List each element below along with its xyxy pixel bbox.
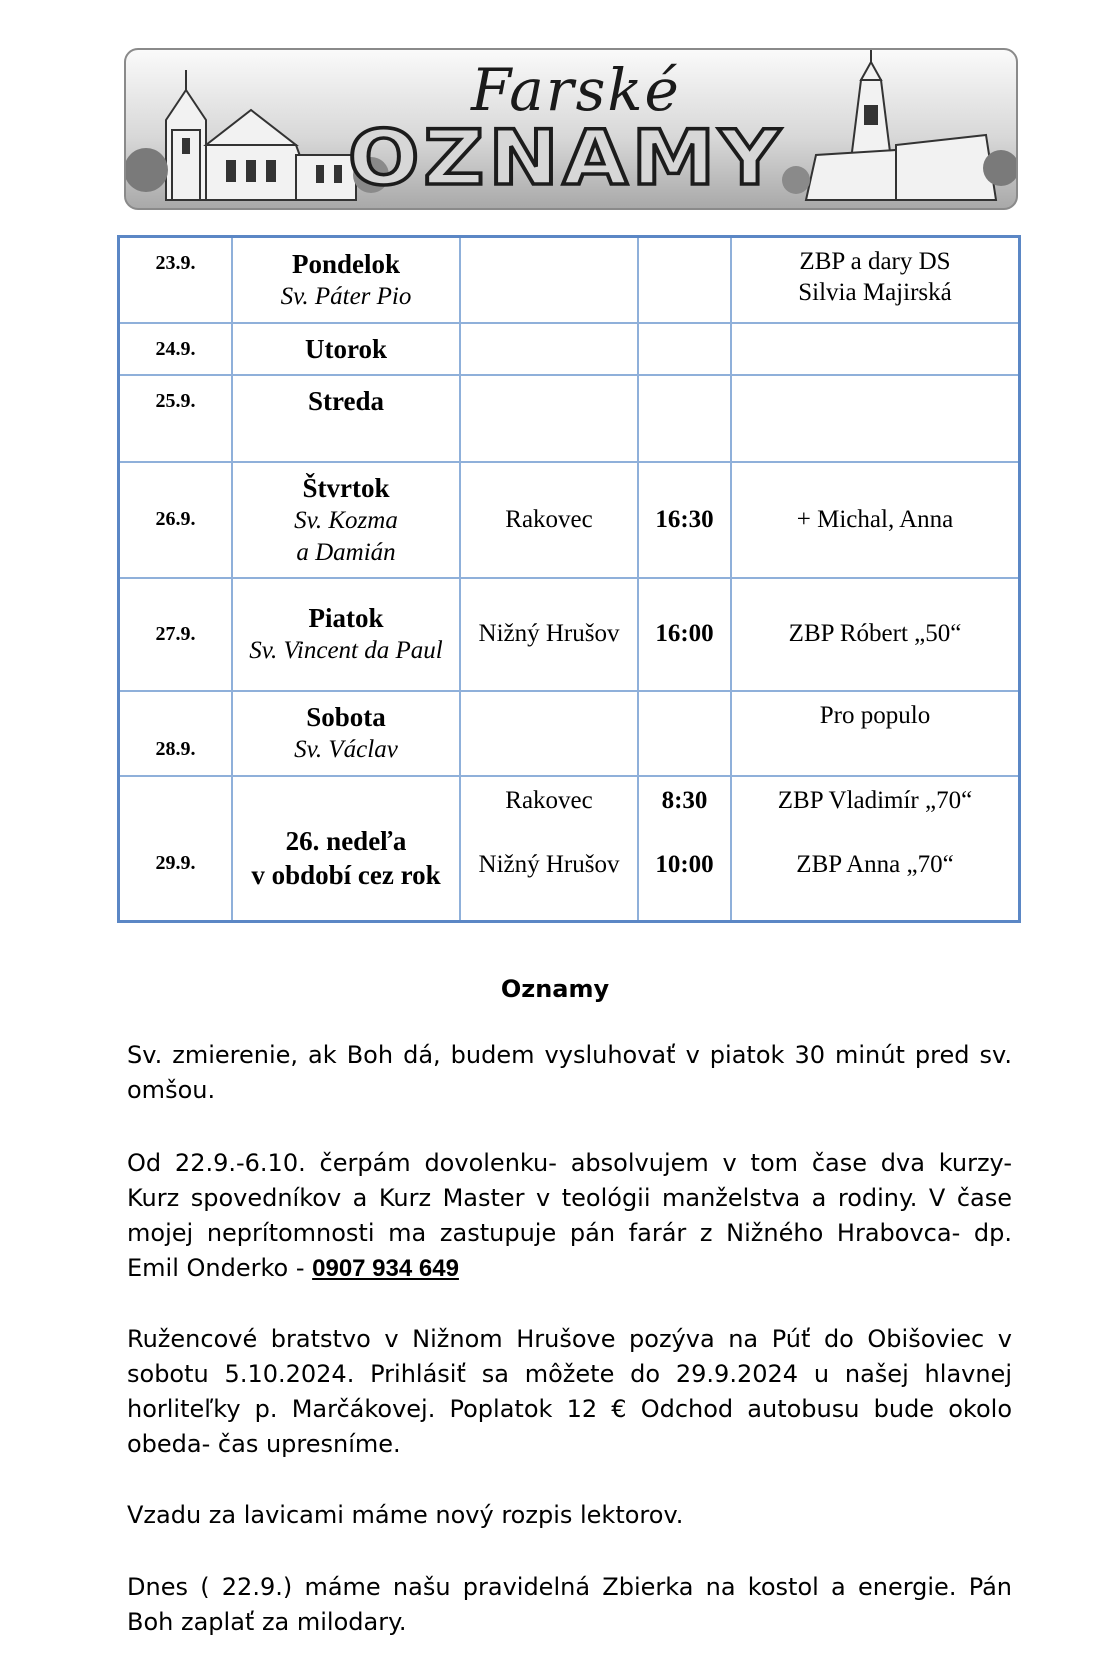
table-row bbox=[119, 237, 1020, 323]
table-row bbox=[119, 691, 1020, 776]
place-cell: Rakovec bbox=[460, 462, 638, 578]
intention: ZBP Róbert „50“ bbox=[731, 578, 1020, 691]
day-name: Utorok bbox=[304, 333, 387, 364]
intention: + Michal, Anna bbox=[731, 462, 1020, 578]
banner-title-main: OZNAMY bbox=[348, 114, 785, 203]
day-name: Pondelok bbox=[291, 248, 401, 279]
place-cell: Rakovec bbox=[505, 786, 593, 814]
announcement-paragraph: Sv. zmierenie, ak Boh dá, budem vysluhovať v piatok 30 minút pred sv. omšou. bbox=[127, 1041, 1012, 1104]
table-row bbox=[119, 776, 1020, 922]
saint-name: Sv. Vincent da Paul bbox=[249, 637, 443, 664]
banner-title-script: Farské bbox=[471, 56, 681, 124]
time-cell: 10:00 bbox=[655, 850, 714, 878]
table-row bbox=[119, 462, 1020, 578]
table-row bbox=[119, 578, 1020, 691]
time-cell bbox=[638, 237, 731, 323]
place-cell: Nižný Hrušov bbox=[478, 850, 620, 878]
date-cell: 26.9. bbox=[119, 462, 233, 578]
mass-schedule-table bbox=[117, 235, 1021, 923]
table-row bbox=[119, 323, 1020, 375]
saint-name: Sv. Páter Pio bbox=[280, 282, 412, 310]
date-cell: 29.9. bbox=[119, 776, 233, 922]
header-banner bbox=[124, 48, 1018, 210]
intention: ZBP Vladimír „70“ bbox=[777, 786, 973, 814]
intention: Silvia Majirská bbox=[798, 279, 952, 306]
saint-name: a Damián bbox=[296, 538, 396, 566]
announcement-text: Od 22.9.-6.10. čerpám dovolenku- absolvujem v tom čase dva kurzy- Kurz spovedníkov a Kurz Master v teológii manželstva a rodiny. V čase mojej neprítomnosti ma zastupuje pán farár z Nižného Hrabovca- dp. Emil Onderko - bbox=[127, 1149, 1012, 1282]
announcement-paragraph: Ružencové bratstvo v Nižnom Hrušove pozýva na Púť do Obišoviec v sobotu 5.10.2024. Prihlásiť sa môžete do 29.9.2024 u našej hlavnej horliteľky p. Marčákovej. Poplatok 12 € Odchod autobusu bude okolo obeda- čas upresníme. bbox=[127, 1325, 1012, 1458]
saint-name: Sv. Václav bbox=[294, 736, 398, 763]
date-cell: 28.9. bbox=[119, 691, 233, 776]
day-name: v období cez rok bbox=[251, 860, 441, 891]
time-cell: 16:30 bbox=[638, 462, 731, 578]
announcements-title: Oznamy bbox=[500, 975, 610, 1003]
date-cell: 25.9. bbox=[119, 375, 233, 462]
date-cell: 27.9. bbox=[119, 578, 233, 691]
announcement-paragraph bbox=[127, 1146, 1012, 1286]
phone-number: 0907 934 649 bbox=[312, 1255, 459, 1282]
date-cell: 23.9. bbox=[119, 237, 233, 323]
table-row bbox=[119, 375, 1020, 462]
saint-name: Sv. Kozma bbox=[294, 506, 398, 534]
day-name: Sobota bbox=[306, 702, 386, 732]
intention: ZBP a dary DS bbox=[799, 248, 951, 275]
announcement-paragraph: Dnes ( 22.9.) máme našu pravidelná Zbierka na kostol a energie. Pán Boh zaplať za milodary. bbox=[127, 1573, 1012, 1636]
intention: ZBP Anna „70“ bbox=[796, 850, 954, 878]
date-cell: 24.9. bbox=[119, 323, 233, 375]
place-cell: Nižný Hrušov bbox=[460, 578, 638, 691]
day-name: Piatok bbox=[308, 603, 384, 633]
place-cell bbox=[460, 237, 638, 323]
intention: Pro populo bbox=[731, 691, 1020, 776]
day-name: Streda bbox=[307, 385, 384, 416]
day-name: 26. nedeľa bbox=[285, 826, 407, 857]
time-cell: 8:30 bbox=[661, 786, 708, 814]
announcement-paragraph: Vzadu za lavicami máme nový rozpis lektorov. bbox=[127, 1501, 684, 1529]
time-cell: 16:00 bbox=[638, 578, 731, 691]
day-name: Štvrtok bbox=[302, 472, 390, 503]
